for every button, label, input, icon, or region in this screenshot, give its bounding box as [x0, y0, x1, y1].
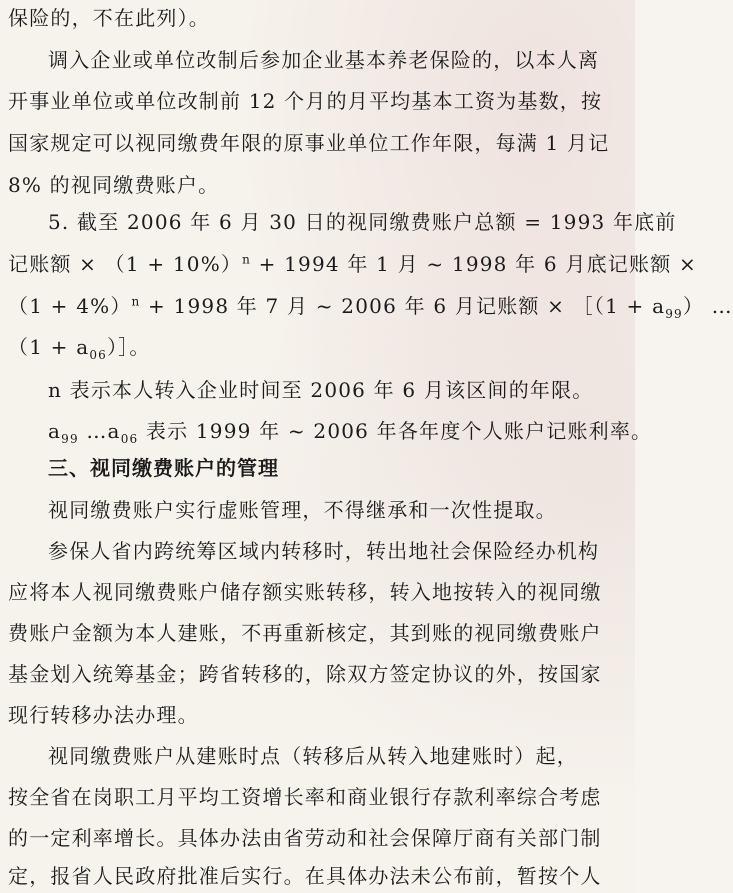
subscript: 99	[665, 307, 683, 321]
formula-term: + 1998 年 7 月 ~ 2006 年 6 月记账额 × ［（1 + a	[140, 294, 666, 318]
formula-line	[8, 294, 733, 321]
paragraph-line: 视同缴费账户从建账时点（转移后从转入地建账时）起，	[48, 744, 578, 768]
paragraph-line: 费账户金额为本人建账，不再重新核定，其到账的视同缴费账户	[8, 621, 602, 645]
paragraph-line: 8% 的视同缴费账户。	[8, 173, 220, 197]
formula-term: （1 + a	[8, 335, 90, 359]
formula-line: 5. 截至 2006 年 6 月 30 日的视同缴费账户总额 = 1993 年底前	[48, 210, 677, 234]
paragraph-line: 应将本人视同缴费账户储存额实账转移，转入地按转入的视同缴	[8, 580, 602, 604]
formula-line	[8, 335, 643, 362]
formula-term: （1 + 4%）	[8, 294, 132, 318]
subscript: 06	[120, 432, 139, 446]
exponent: n	[242, 252, 252, 267]
subscript: 99	[61, 432, 79, 446]
formula-term: ） …	[682, 294, 733, 318]
paragraph-line: 视同缴费账户实行虚账管理，不得继承和一次性提取。	[48, 498, 557, 522]
formula-term: a	[48, 419, 62, 443]
paragraph-line: 按全省在岗职工月平均工资增长率和商业银行存款利率综合考虑	[8, 785, 602, 809]
exponent: n	[131, 294, 141, 309]
paragraph-line: 现行转移办法办理。	[8, 703, 199, 727]
subscript: 06	[89, 348, 107, 362]
formula-term: ）］。	[107, 335, 151, 359]
paragraph-line: 参保人省内跨统筹区域内转移时，转出地社会保险经办机构	[48, 539, 600, 563]
formula-line	[8, 252, 697, 276]
paragraph-line: 开事业单位或单位改制前 12 个月的月平均基本工资为基数，按	[8, 89, 603, 113]
formula-term: + 1994 年 1 月 ~ 1998 年 6 月底记账额 ×	[251, 252, 697, 276]
paragraph-line: 定，报省人民政府批准后实行。在具体办法未公布前，暂按个人	[8, 864, 602, 888]
definition-line: n 表示本人转入企业时间至 2006 年 6 月该区间的年限。	[48, 378, 594, 402]
section-heading: 三、视同缴费账户的管理	[48, 456, 279, 480]
paragraph-line: 国家规定可以视同缴费年限的原事业单位工作年限，每满 1 月记	[8, 131, 610, 155]
formula-term: 表示 1999 年 ~ 2006 年各年度个人账户记账利率。	[138, 419, 653, 443]
paragraph-line: 基金划入统筹基金；跨省转移的，除双方签定协议的外，按国家	[8, 662, 602, 686]
formula-term: …a	[78, 419, 121, 443]
formula-term: 记账额 × （1 + 10%）	[8, 252, 243, 276]
paragraph-line: 的一定利率增长。具体办法由省劳动和社会保障厅商有关部门制	[8, 826, 602, 850]
definition-line	[48, 419, 683, 446]
paragraph-line: 调入企业或单位改制后参加企业基本养老保险的，以本人离	[48, 48, 600, 72]
text-line: 保险的，不在此列）。	[8, 6, 210, 30]
